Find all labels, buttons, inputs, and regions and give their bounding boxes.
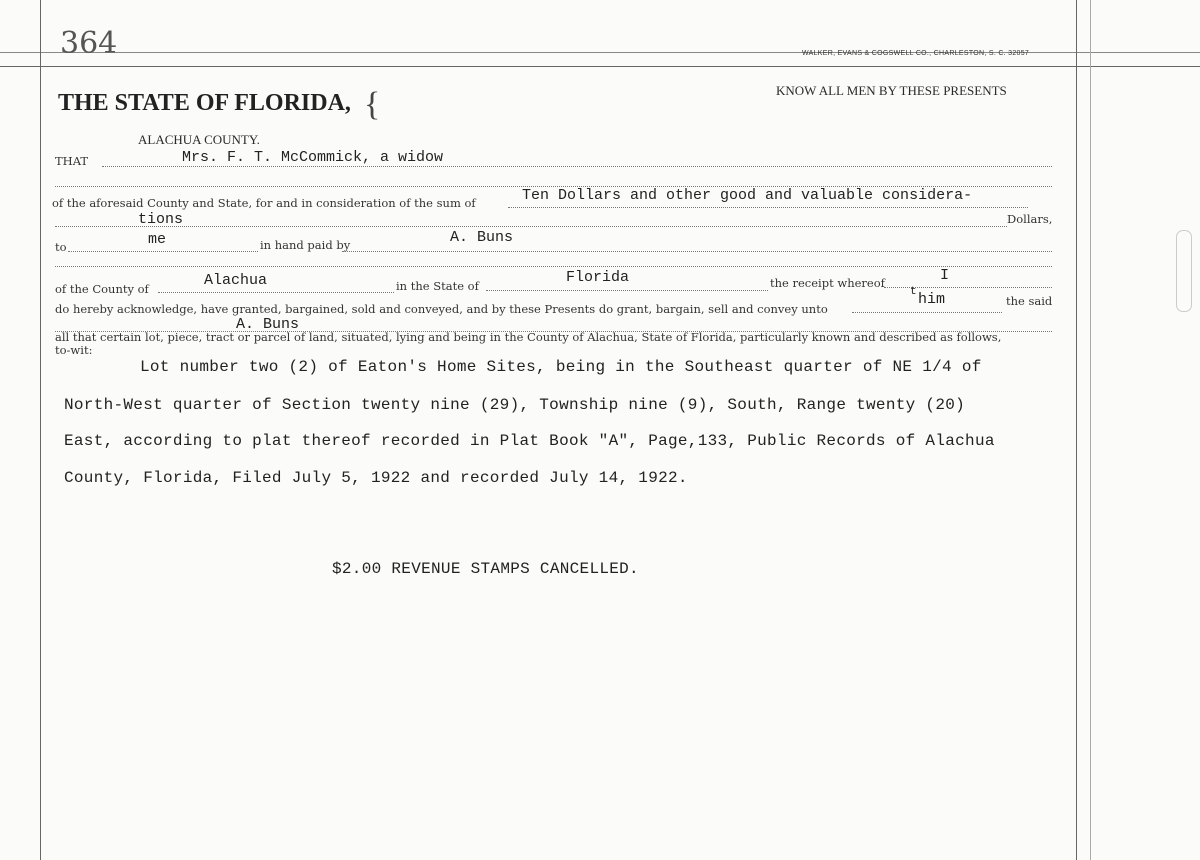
to-value: me <box>148 231 167 248</box>
county-dotline <box>158 292 394 293</box>
county-of-label: of the County of <box>55 282 149 296</box>
left-margin-rule <box>40 0 41 860</box>
consideration-sum-cont: tions <box>138 211 184 228</box>
said-value: A. Buns <box>236 316 300 333</box>
dollars-label: Dollars, <box>1007 212 1053 226</box>
description-line-2: North-West quarter of Section twenty nine (29), Township nine (9), South, Range twenty (20) <box>64 396 966 414</box>
printer-imprint: WALKER, EVANS & COGSWELL CO., CHARLESTON, S. C. 32057 <box>802 50 1030 57</box>
state-heading: THE STATE OF FLORIDA, <box>58 90 351 116</box>
description-line-4: County, Florida, Filed July 5, 1922 and recorded July 14, 1922. <box>64 469 688 487</box>
dollars-dotline <box>55 226 1007 227</box>
state-dotline <box>486 290 768 291</box>
revenue-note: $2.00 REVENUE STAMPS CANCELLED. <box>332 560 639 578</box>
know-all-men: KNOW ALL MEN BY THESE PRESENTS <box>776 83 1007 98</box>
paid-by-dotline <box>342 251 1052 252</box>
aforesaid-label: of the aforesaid County and State, for and in consideration of the sum of <box>52 196 476 210</box>
acknowledge-text: do hereby acknowledge, have granted, bargained, sold and conveyed, and by these Presents do grant, bargain, sell and convey unto <box>55 302 828 316</box>
page-number: 364 <box>60 26 118 61</box>
receipt-label: the receipt whereof <box>770 276 885 290</box>
unto-value: him <box>918 291 946 308</box>
county-heading: ALACHUA COUNTY. <box>138 132 260 147</box>
receipt-value: I <box>940 267 950 284</box>
grantor-name: Mrs. F. T. McCommick, a widow <box>182 149 444 166</box>
state-value: Florida <box>566 269 630 286</box>
to-label: to <box>55 240 67 254</box>
top-rule-2 <box>0 66 1200 67</box>
brace: { <box>364 86 381 123</box>
unto-dotline <box>852 312 1002 313</box>
binding-mark <box>1176 230 1192 312</box>
right-margin-rule <box>1076 0 1077 860</box>
county-value: Alachua <box>204 272 268 289</box>
that-label: THAT <box>55 154 89 168</box>
to-wit: to-wit: <box>55 343 93 357</box>
that-dotline <box>102 166 1052 167</box>
paid-by-value: A. Buns <box>450 229 514 246</box>
state-of-label: in the State of <box>396 279 479 293</box>
sum-dotline <box>508 207 1028 208</box>
right-margin-rule-2 <box>1090 0 1091 860</box>
description-line-3: East, according to plat thereof recorded in Plat Book "A", Page,133, Public Records of Alachua <box>64 432 995 450</box>
to-dotline <box>68 251 258 252</box>
consideration-sum: Ten Dollars and other good and valuable considera- <box>522 187 973 204</box>
the-said-label: the said <box>1006 294 1053 308</box>
blank-dotline-2 <box>55 266 1052 267</box>
unto-prefix: t <box>910 286 917 298</box>
paid-by-label: in hand paid by <box>260 238 351 252</box>
description-line-1: Lot number two (2) of Eaton's Home Sites, being in the Southeast quarter of NE 1/4 of <box>140 358 982 376</box>
all-that-text: all that certain lot, piece, tract or parcel of land, situated, lying and being in the County of Alachua, State of Florida, particularly known and described as follows, <box>55 330 1002 344</box>
